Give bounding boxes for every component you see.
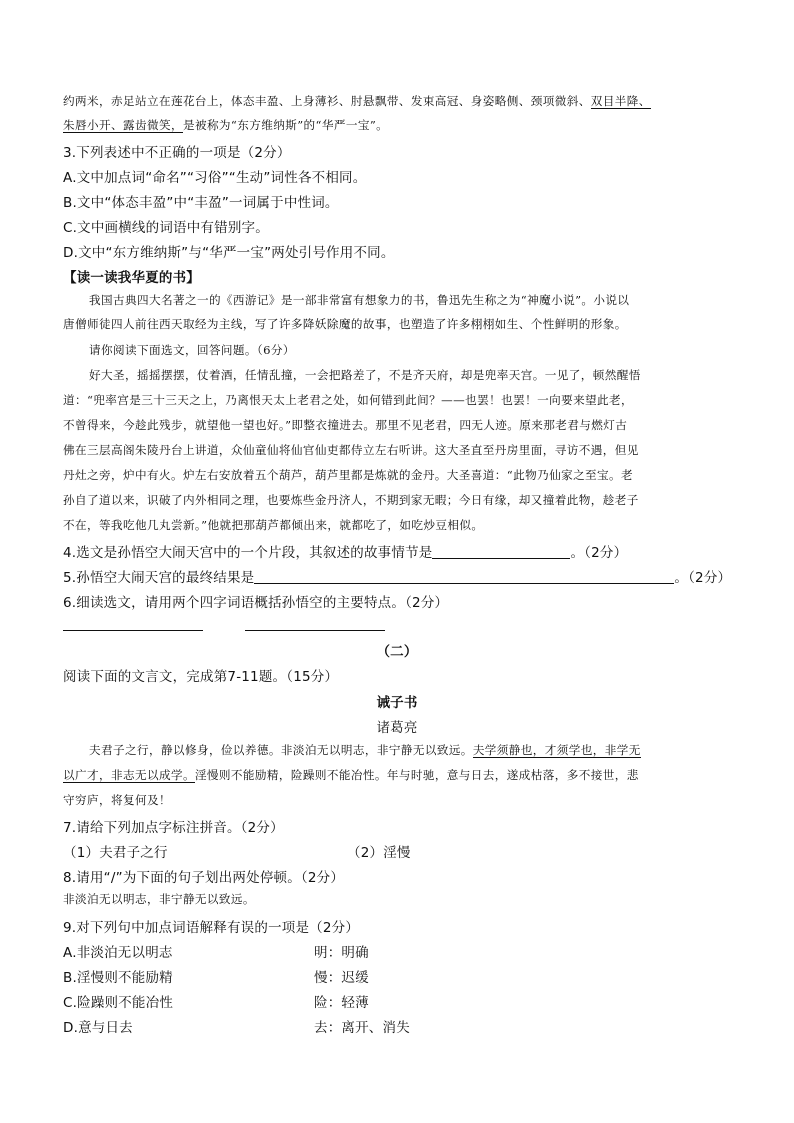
question-3-stem: 3.下列表述中不正确的一项是（2分） [63, 145, 291, 161]
question-9-stem: 9.对下列句中加点词语解释有误的一项是（2分） [63, 920, 360, 936]
underlined-sentence: 夫学须静也，才须学也，非学无 [472, 743, 641, 757]
question-9-option-a-gloss: 明：明确 [314, 945, 369, 961]
question-3-option-b: B.文中“体态丰盈”中“丰盈”一词属于中性词。 [63, 195, 339, 211]
answer-line[interactable] [245, 630, 385, 631]
article-text: 夫君子之行，静以修身，俭以养德。非淡泊无以明志，非宁静无以致远。 [89, 743, 473, 757]
question-9-option-d: D.意与日去 [63, 1020, 133, 1036]
question-9-option-b-gloss: 慢：迟缓 [314, 970, 369, 986]
article-line: 守穷庐，将复何及！ [63, 793, 171, 807]
question-3-option-a: A.文中加点词“命名”“习俗”“生动”词性各不相同。 [63, 170, 367, 186]
question-7-stem: 7.请给下列加点字标注拼音。（2分） [63, 820, 284, 836]
answer-blank[interactable] [254, 570, 674, 584]
paragraph-text: 约两米，赤足站立在莲花台上，体态丰盈、上身薄衫、肘悬飘带、发束高冠、身姿略侧、颈项微斜、 [63, 94, 591, 108]
question-9-option-c: C.险躁则不能冶性 [63, 995, 174, 1011]
question-8-stem: 8.请用“/”为下面的句子划出两处停顿。（2分） [63, 870, 345, 886]
article-line [89, 742, 641, 758]
passage-line: 好大圣，摇摇摆摆，仗着酒，任情乱撞，一会把路差了，不是齐天府，却是兜率天宫。一见了，顿然醒悟 [89, 368, 641, 382]
question-4-text: 4.选文是孙悟空大闹天宫中的一个片段，其叙述的故事情节是 [63, 545, 433, 561]
passage-line: 不在，等我吃他几丸尝新。”他就把那葫芦都倾出来，就都吃了，如吃炒豆相似。 [63, 518, 484, 532]
answer-line[interactable] [63, 630, 203, 631]
article-text: 淫慢则不能励精，险躁则不能冶性。年与时驰，意与日去，遂成枯落，多不接世，悲 [194, 768, 639, 782]
underlined-phrase: 朱唇小开、露齿微笑， [63, 118, 183, 132]
question-4-score: 。（2分） [570, 545, 628, 561]
question-9-option-d-gloss: 去：离开、消失 [314, 1020, 410, 1036]
section-intro-line: 我国古典四大名著之一的《西游记》是一部非常富有想象力的书，鲁迅先生称之为“神魔小说”。小说以 [89, 293, 630, 307]
passage-line: 不曾得来，今趁此残步，就望他一望也好。”即整衣撞进去。那里不见老君，四无人迹。原来那老君与燃灯古 [63, 418, 628, 432]
passage-line: 佛在三层高阁朱陵丹台上讲道，众仙童仙将仙官仙吏都侍立左右听讲。这大圣直至丹房里面，寻访不遇，但见 [63, 443, 639, 457]
part-instruction: 阅读下面的文言文，完成第7-11题。（15分） [63, 669, 339, 685]
paragraph-text: 是被称为“东方维纳斯”的“华严一宝”。 [182, 118, 389, 132]
question-9-option-c-gloss: 险：轻薄 [314, 995, 369, 1011]
question-7-item-1: （1）夫君子之行 [63, 845, 168, 861]
underlined-sentence: 以广才，非志无以成学。 [63, 768, 195, 782]
answer-blank[interactable] [432, 545, 570, 559]
section-intro-line: 唐僧师徒四人前往西天取经为主线，写了许多降妖除魔的故事，也塑造了许多栩栩如生、个性鲜明的形象。 [63, 317, 627, 331]
question-5-text: 5.孙悟空大闹天宫的最终结果是 [63, 570, 255, 586]
paragraph-line [63, 93, 651, 109]
question-9-option-b: B.淫慢则不能励精 [63, 970, 173, 986]
passage-line: 道：“兜率宫是三十三天之上，乃离恨天太上老君之处，如何错到此间？——也罢！也罢！一向要来望此老， [63, 393, 634, 407]
question-4 [63, 541, 627, 561]
article-author: 诸葛亮 [376, 720, 418, 736]
article-title: 诫子书 [376, 695, 418, 711]
underlined-phrase: 双目半降、 [590, 94, 651, 108]
question-8-sentence: 非淡泊无以明志，非宁静无以致远。 [63, 892, 255, 906]
article-line [63, 767, 639, 783]
section-heading: 【读一读我华夏的书】 [63, 270, 200, 286]
part-heading: （二） [376, 644, 418, 660]
question-7-item-2: （2）淫慢 [347, 845, 411, 861]
question-5-score: 。（2分） [674, 570, 732, 586]
question-5 [63, 566, 731, 586]
passage-line: 孙自了道以来，识破了内外相同之理，也要炼些金丹济人，不期到家无暇；今日有缘，却又撞着此物，趁老子 [63, 493, 639, 507]
question-3-option-c: C.文中画横线的词语中有错别字。 [63, 220, 269, 236]
paragraph-line [63, 117, 388, 133]
question-9-option-a: A.非淡泊无以明志 [63, 945, 173, 961]
passage-line: 丹灶之旁，炉中有火。炉左右安放着五个葫芦，葫芦里都是炼就的金丹。大圣喜道：“此物乃仙家之至宝。老 [63, 468, 634, 482]
question-6: 6.细读选文，请用两个四字词语概括孙悟空的主要特点。（2分） [63, 595, 449, 611]
section-instruction: 请你阅读下面选文，回答问题。（6分） [89, 343, 295, 357]
question-3-option-d: D.文中“东方维纳斯”与“华严一宝”两处引号作用不同。 [63, 245, 395, 261]
